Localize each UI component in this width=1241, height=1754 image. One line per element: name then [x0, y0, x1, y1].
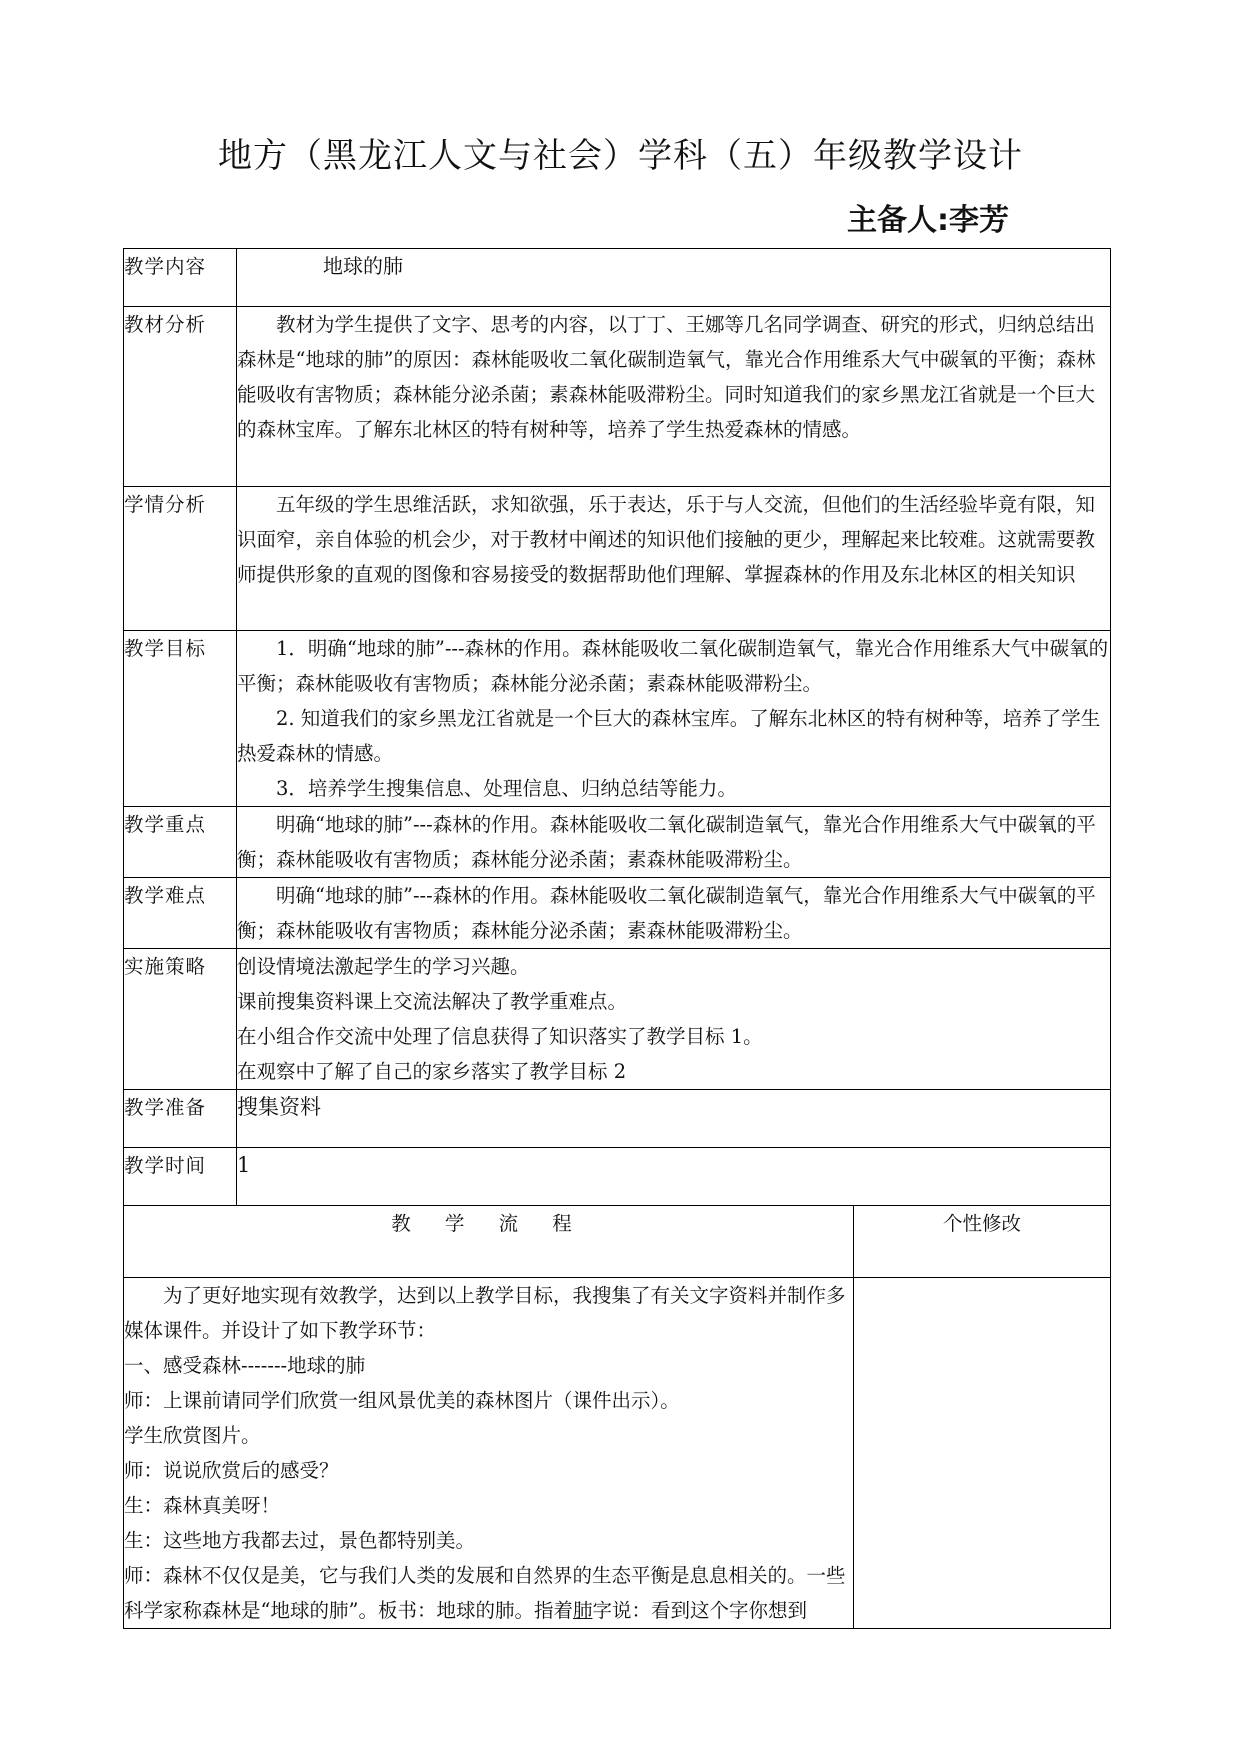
- label-keypoint: 教学重点: [124, 807, 237, 878]
- strategy-line: 在观察中了解了自己的家乡落实了教学目标 2: [237, 1060, 627, 1083]
- row-strategy: [124, 949, 1111, 1090]
- label-goals: 教学目标: [124, 631, 237, 807]
- row-keypoint: [124, 807, 1111, 878]
- row-flow-header: [124, 1206, 1111, 1278]
- label-analysis: 教材分析: [124, 307, 237, 487]
- goal-item: 3．培养学生搜集信息、处理信息、归纳总结等能力。: [276, 777, 737, 800]
- strategy-line: 创设情境法激起学生的学习兴趣。: [237, 955, 530, 978]
- goal-item: 1．明确“地球的肺”---森林的作用。森林能吸收二氧化碳制造氧气，靠光合作用维系大气中碳氧的平衡；森林能吸收有害物质；森林能分泌杀菌；素森林能吸滞粉尘。: [237, 637, 1109, 695]
- label-time: 教学时间: [124, 1148, 237, 1206]
- strategy-line: 在小组合作交流中处理了信息获得了知识落实了教学目标 1。: [237, 1025, 763, 1048]
- row-time: [124, 1148, 1111, 1206]
- flow-line: 一、感受森林-------地球的肺: [124, 1354, 366, 1377]
- flow-last-text-after: 字说：看到这个字你想到: [592, 1599, 807, 1622]
- text-difficulty: 明确“地球的肺”---森林的作用。森林能吸收二氧化碳制造氧气，靠光合作用维系大气中碳氧的平衡；森林能吸收有害物质；森林能分泌杀菌；素森林能吸滞粉尘。: [237, 884, 1096, 942]
- row-prep: [124, 1090, 1111, 1148]
- lesson-plan-table: [123, 248, 1111, 1629]
- flow-last-paragraph: [124, 1558, 853, 1628]
- strategy-line: 课前搜集资料课上交流法解决了教学重难点。: [237, 990, 628, 1013]
- preparer-name: 主备人:李芳: [847, 203, 1009, 238]
- flow-line: 师：上课前请同学们欣赏一组风景优美的森林图片（课件出示）。: [124, 1389, 680, 1412]
- goal-item: 2. 知道我们的家乡黑龙江省就是一个巨大的森林宝库。了解东北林区的特有树种等，培养了学生热爱森林的情感。: [237, 707, 1101, 765]
- row-content: [124, 249, 1111, 307]
- flow-line: 生：森林真美呀！: [124, 1494, 281, 1517]
- label-content: 教学内容: [124, 249, 237, 307]
- text-learners: 五年级的学生思维活跃，求知欲强，乐于表达，乐于与人交流，但他们的生活经验毕竟有限，知识面窄，亲自体验的机会少，对于教材中阐述的知识他们接触的更少，理解起来比较难。这就需要教师提供形象的直观的图像和容易接受的数据帮助他们理解、掌握森林的作用及东北林区的相关知识: [237, 493, 1096, 586]
- text-analysis: 教材为学生提供了文字、思考的内容，以丁丁、王娜等几名同学调查、研究的形式，归纳总结出森林是“地球的肺”的原因：森林能吸收二氧化碳制造氧气，靠光合作用维系大气中碳氧的平衡；森林能吸收有害物质；森林能分泌杀菌；素森林能吸滞粉尘。同时知道我们的家乡黑龙江省就是一个巨大的森林宝库。了解东北林区的特有树种等，培养了学生热爱森林的情感。: [237, 313, 1096, 441]
- flow-line: 师：说说欣赏后的感受？: [124, 1459, 339, 1482]
- underlined-character: 肺: [572, 1599, 593, 1622]
- flow-line: 生：这些地方我都去过，景色都特别美。: [124, 1529, 476, 1552]
- modification-header: 个性修改: [854, 1206, 1111, 1278]
- value-prep: 搜集资料: [237, 1095, 321, 1119]
- label-prep: 教学准备: [124, 1090, 237, 1148]
- flow-header: 教 学 流 程: [124, 1206, 854, 1278]
- page-title: 地方（黑龙江人文与社会）学科（五）年级教学设计: [218, 136, 1023, 176]
- label-strategy: 实施策略: [124, 949, 237, 1090]
- row-analysis: [124, 307, 1111, 487]
- value-content: 地球的肺: [323, 254, 403, 278]
- flow-body: [124, 1278, 854, 1629]
- text-keypoint: 明确“地球的肺”---森林的作用。森林能吸收二氧化碳制造氧气，靠光合作用维系大气中碳氧的平衡；森林能吸收有害物质；森林能分泌杀菌；素森林能吸滞粉尘。: [237, 813, 1096, 871]
- value-time: 1: [237, 1153, 251, 1177]
- label-learners: 学情分析: [124, 487, 237, 631]
- row-learners: [124, 487, 1111, 631]
- row-goals: [124, 631, 1111, 807]
- flow-intro: 为了更好地实现有效教学，达到以上教学目标，我搜集了有关文字资料并制作多媒体课件。并设计了如下教学环节：: [124, 1284, 846, 1342]
- flow-last-text-before: 师：森林不仅仅是美，它与我们人类的发展和自然界的生态平衡是息息相关的。一些科学家称森林是“地球的肺”。板书：地球的肺。指着: [124, 1564, 846, 1622]
- row-flow-body: [124, 1278, 1111, 1629]
- flow-line: 学生欣赏图片。: [124, 1424, 261, 1447]
- row-difficulty: [124, 878, 1111, 949]
- label-difficulty: 教学难点: [124, 878, 237, 949]
- modification-cell: [854, 1278, 1111, 1629]
